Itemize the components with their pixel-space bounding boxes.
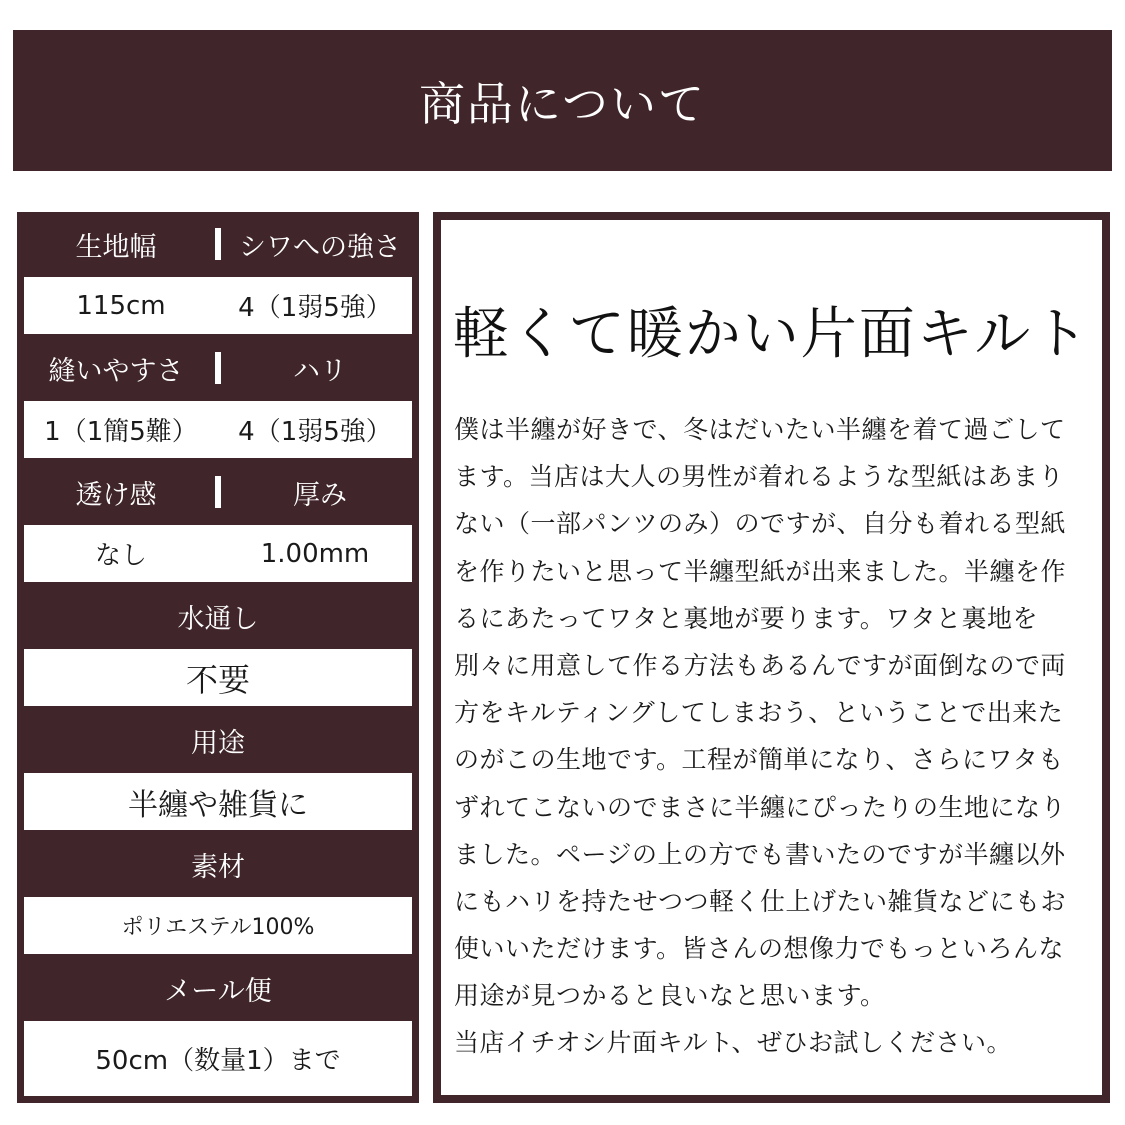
description-line: 僕は半纏が好きで、冬はだいたい半纏を着て過ごして xyxy=(454,415,1066,444)
spec-panel xyxy=(17,212,419,1103)
value-material: ポリエステル100% xyxy=(121,915,315,940)
label-material: 素材 xyxy=(191,851,245,883)
value-usage: 半纏や雑貨に xyxy=(128,787,308,823)
description-line: るにあたってワタと裏地が要ります。ワタと裏地を xyxy=(454,603,1039,633)
description-line: 方をキルティングしてしまおう、ということで出来た xyxy=(454,698,1064,728)
value-transparency: なし xyxy=(94,541,147,571)
label-usage: 用途 xyxy=(191,727,245,759)
label-mail-delivery: メール便 xyxy=(164,975,272,1007)
description-line: 別々に用意して作る方法もあるんですが面倒なので両 xyxy=(454,650,1067,680)
spec-value-material xyxy=(24,897,412,954)
spec-label-mail xyxy=(17,956,419,1020)
label-fabric-width: 生地幅 xyxy=(75,231,157,263)
description-panel xyxy=(433,212,1110,1103)
spec-value-mail xyxy=(24,1021,412,1096)
value-pre-wash: 不要 xyxy=(185,660,250,699)
description-line: 使いいただけます。皆さんの想像力でもっといろんな xyxy=(454,934,1065,964)
description-body xyxy=(454,406,1094,1067)
description-line: にもハリを持たせつつ軽く仕上げたい雑貨などにもお xyxy=(454,886,1067,916)
description-box xyxy=(441,220,1102,1095)
spec-label-row-1 xyxy=(17,212,419,276)
page-title: 商品について xyxy=(418,76,707,131)
value-fabric-width: 115cm xyxy=(76,290,166,321)
label-transparency: 透け感 xyxy=(75,479,157,511)
spec-value-water xyxy=(24,649,412,706)
spec-value-row-2 xyxy=(24,401,412,458)
value-wrinkle-resistance: 4（1弱5強） xyxy=(238,293,392,323)
spec-label-material xyxy=(17,832,419,896)
spec-label-row-3 xyxy=(17,460,419,524)
description-line: のがこの生地です。工程が簡単になり、さらにワタも xyxy=(454,745,1064,775)
spec-value-usage xyxy=(24,773,412,830)
description-line: 当店イチオシ片面キルト、ぜひお試しください。 xyxy=(454,1028,1013,1058)
value-mail-delivery: 50cm（数量1）まで xyxy=(95,1046,341,1076)
spec-value-row-1 xyxy=(24,277,412,334)
label-ease-of-sewing: 縫いやすさ xyxy=(48,355,184,387)
label-wrinkle-resistance: シワへの強さ xyxy=(239,231,401,263)
value-stiffness: 4（1弱5強） xyxy=(238,417,392,447)
label-stiffness: ハリ xyxy=(293,355,347,387)
header-banner xyxy=(13,30,1112,171)
description-line: を作りたいと思って半纏型紙が出来ました。半纏を作 xyxy=(454,556,1067,586)
spec-value-row-3 xyxy=(24,525,412,582)
description-line: 用途が見つかると良いなと思います。 xyxy=(454,981,886,1011)
description-line: ずれてこないのでまさに半纏にぴったりの生地になり xyxy=(454,792,1067,822)
description-title: 軽くて暖かい片面キルト xyxy=(452,302,1091,367)
description-line: ます。当店は大人の男性が着れるような型紙はあまり xyxy=(454,462,1065,492)
spec-label-water xyxy=(17,584,419,648)
label-pre-wash: 水通し xyxy=(177,603,259,635)
spec-label-usage xyxy=(17,708,419,772)
spec-label-row-2 xyxy=(17,336,419,400)
value-thickness: 1.00mm xyxy=(260,538,370,569)
value-ease-of-sewing: 1（1簡5難） xyxy=(44,417,198,447)
description-line: ない（一部パンツのみ）のですが、自分も着れる型紙 xyxy=(454,509,1067,539)
description-line: ました。ページの上の方でも書いたのですが半纏以外 xyxy=(454,839,1066,869)
label-thickness: 厚み xyxy=(293,479,347,511)
